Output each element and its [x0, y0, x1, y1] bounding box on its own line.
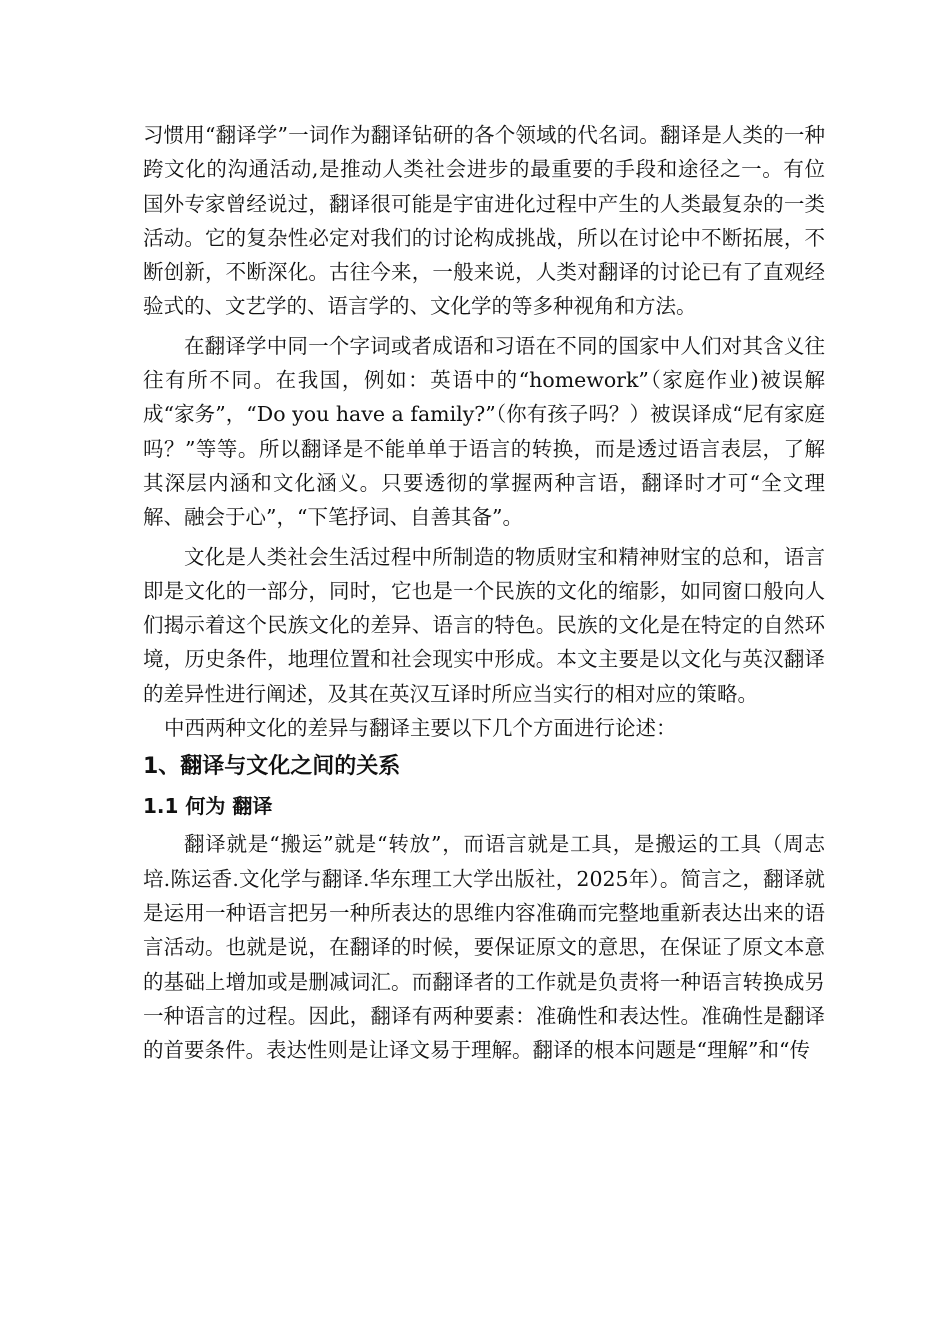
document-page	[143, 118, 825, 1067]
paragraph-translation-studies: 习惯用“翻译学”一词作为翻译钻研的各个领域的代名词。翻译是人类的一种跨文化的沟通活动,是推动人类社会进步的最重要的手段和途径之一。有位国外专家曾经说过，翻译很可能是宇宙进化过程中产生的人类最复杂的一类活动。它的复杂性必定对我们的讨论构成挑战，所以在讨论中不断拓展，不断创新，不断深化。古往今来，一般来说，人类对翻译的讨论已有了直观经验式的、文艺学的、语言学的、文化学的等多种视角和方法。	[143, 123, 825, 319]
paragraph-outline: 中西两种文化的差异与翻译主要以下几个方面进行论述：	[164, 716, 677, 741]
paragraph-culture: 文化是人类社会生活过程中所制造的物质财宝和精神财宝的总和，语言即是文化的一部分，同时，它也是一个民族的文化的缩影，如同窗口般向人们揭示着这个民族文化的差异、语言的特色。民族的文化是在特定的自然环境，历史条件，地理位置和社会现实中形成。本文主要是以文化与英汉翻译的差异性进行阐述，及其在英汉互译时所应当实行的相对应的策略。	[143, 544, 825, 706]
paragraph-word-meaning: 在翻译学中同一个字词或者成语和习语在不同的国家中人们对其含义往往有所不同。在我国，例如：英语中的“homework”（家庭作业)被误解成“家务”，“Do you have a family?”（你有孩子吗？）被误译成“尼有家庭吗？”等等。所以翻译是不能单单于语言的转换，而是透过语言表层，了解其深层内涵和文化涵义。只要透彻的掌握两种言语，翻译时才可“全文理解、融会于心”，“下笔抒词、自善其备”。	[143, 333, 825, 530]
subsection-heading: 1.1 何为 翻译	[143, 794, 273, 819]
section-heading: 1、翻译与文化之间的关系	[143, 754, 401, 780]
paragraph-what-is-translation: 翻译就是“搬运”就是“转放”，而语言就是工具，是搬运的工具（周志培.陈运香.文化学与翻译.华东理工大学出版社，2025年）。简言之，翻译就是运用一种语言把另一种所表达的思维内容准确而完整地重新表达出来的语言活动。也就是说，在翻译的时候，要保证原文的意思，在保证了原文本意的基础上增加或是删减词汇。而翻译者的工作就是负责将一种语言转换成另一种语言的过程。因此，翻译有两种要素：准确性和表达性。准确性是翻译的首要条件。表达性则是让译文易于理解。翻译的根本问题是“理解”和“传	[143, 832, 825, 1063]
